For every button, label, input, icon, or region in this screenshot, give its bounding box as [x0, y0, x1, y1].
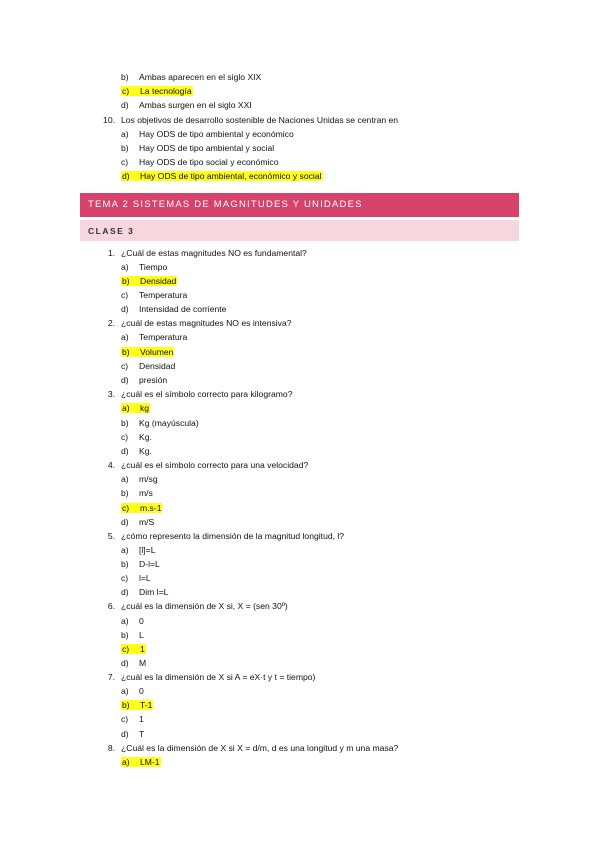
option-label: d): [121, 100, 129, 110]
option-label: b): [121, 488, 129, 498]
option-label: c): [121, 714, 129, 724]
option-label: d): [121, 658, 129, 668]
option-line: [121, 347, 174, 358]
option-text: M: [139, 658, 147, 668]
question-number: 10.: [103, 115, 115, 125]
option-text: m/S: [139, 517, 155, 527]
option-label: d): [122, 171, 130, 181]
option-label: a): [121, 686, 129, 696]
option-label: b): [121, 630, 129, 640]
option-text: presión: [139, 375, 168, 385]
question-text: ¿cuál es el símbolo correcto para una velocidad?: [121, 460, 309, 470]
option-line: [121, 729, 144, 740]
option-line: [121, 474, 158, 485]
question-number: 8.: [107, 743, 115, 753]
option-label: b): [121, 143, 129, 153]
question-text: ¿cómo represento la dimensión de la magnitud longitud, l?: [121, 531, 345, 541]
option-line: [121, 143, 274, 154]
option-text: Tiempo: [139, 262, 168, 272]
option-text: m/s: [139, 488, 153, 498]
question-number: 3.: [107, 389, 115, 399]
option-line: [121, 418, 199, 429]
option-line: [121, 171, 323, 182]
option-label: a): [121, 262, 129, 272]
option-line: [121, 290, 187, 301]
question-number: 5.: [107, 531, 115, 541]
option-label: c): [121, 432, 129, 442]
option-label: c): [122, 503, 130, 513]
option-label: c): [122, 644, 130, 654]
option-line: [121, 72, 261, 83]
question-line: [97, 743, 398, 754]
option-label: b): [121, 559, 129, 569]
option-line: [121, 304, 226, 315]
question-text: ¿cuál es la dimensión de X si A = eX·t y t = tiempo): [121, 672, 316, 682]
option-line: [121, 100, 252, 111]
question-number: 1.: [107, 248, 115, 258]
option-line: [121, 403, 150, 414]
section-title: TEMA 2 SISTEMAS DE MAGNITUDES Y UNIDADES: [88, 199, 363, 210]
option-label: a): [121, 129, 129, 139]
question-number: 6.: [107, 601, 115, 611]
question-text: ¿Cuál de estas magnitudes NO es fundamental?: [121, 248, 307, 258]
option-label: a): [122, 757, 130, 767]
section-banner: [80, 193, 519, 217]
option-text: Kg.: [139, 446, 152, 456]
question-line: [97, 601, 288, 612]
option-label: d): [121, 446, 129, 456]
option-text: Intensidad de corriente: [139, 304, 227, 314]
option-label: c): [121, 361, 129, 371]
option-text: L: [139, 630, 144, 640]
option-line: [121, 559, 160, 570]
option-text: Ambas surgen en el siglo XXI: [139, 100, 252, 110]
option-text: Hay ODS de tipo ambiental y económico: [139, 129, 294, 139]
option-line: [121, 432, 152, 443]
option-label: c): [121, 290, 129, 300]
option-text: Volumen: [140, 347, 174, 357]
option-text: Hay ODS de tipo ambiental, económico y social: [140, 171, 322, 181]
option-line: [121, 375, 167, 386]
option-label: d): [121, 517, 129, 527]
option-text: Densidad: [139, 361, 176, 371]
option-text: Kg.: [139, 432, 152, 442]
option-line: [121, 488, 153, 499]
option-text: Kg (mayúscula): [139, 418, 199, 428]
option-text: T-1: [140, 700, 153, 710]
option-label: b): [122, 276, 130, 286]
option-label: b): [121, 418, 129, 428]
option-text: LM-1: [140, 757, 160, 767]
option-text: Densidad: [140, 276, 177, 286]
option-label: d): [121, 304, 129, 314]
option-line: [121, 630, 144, 641]
option-text: m.s-1: [140, 503, 162, 513]
question-text: ¿cuál es la dimensión de X si, X = (sen 30º): [121, 601, 288, 611]
option-text: Ambas aparecen en el siglo XIX: [139, 72, 262, 82]
option-text: 0: [139, 616, 144, 626]
option-line: [121, 757, 161, 768]
question-text: ¿cuál es el símbolo correcto para kilogramo?: [121, 389, 293, 399]
option-line: [121, 545, 155, 556]
option-line: [121, 686, 144, 697]
option-label: b): [122, 700, 130, 710]
question-text: ¿Cuál es la dimensión de X si X = d/m, d es una longitud y m una masa?: [121, 743, 399, 753]
subsection-title: CLASE 3: [88, 226, 135, 236]
option-line: [121, 587, 168, 598]
option-label: c): [121, 157, 129, 167]
option-line: [121, 276, 177, 287]
question-line: [97, 248, 307, 259]
option-line: [121, 658, 146, 669]
option-line: [121, 714, 144, 725]
option-label: a): [121, 332, 129, 342]
option-line: [121, 157, 278, 168]
question-line: [97, 531, 344, 542]
option-label: a): [121, 616, 129, 626]
question-line: [97, 115, 398, 126]
option-label: c): [121, 573, 129, 583]
subsection-banner: [80, 220, 519, 241]
option-line: [121, 644, 146, 655]
option-text: T: [139, 729, 145, 739]
option-text: La tecnología: [140, 86, 192, 96]
option-text: Hay ODS de tipo social y económico: [139, 157, 279, 167]
question-line: [97, 389, 292, 400]
option-line: [121, 332, 187, 343]
question-line: [97, 672, 315, 683]
option-line: [121, 517, 154, 528]
question-number: 7.: [107, 672, 115, 682]
option-line: [121, 573, 151, 584]
option-label: a): [121, 474, 129, 484]
option-text: Dim l=L: [139, 587, 169, 597]
option-label: a): [122, 403, 130, 413]
question-line: [97, 460, 308, 471]
question-number: 2.: [107, 318, 115, 328]
option-label: d): [121, 729, 129, 739]
option-label: a): [121, 545, 129, 555]
option-line: [121, 86, 193, 97]
option-label: d): [121, 375, 129, 385]
option-line: [121, 616, 144, 627]
option-line: [121, 503, 162, 514]
option-label: b): [121, 72, 129, 82]
option-text: kg: [140, 403, 150, 413]
option-line: [121, 262, 167, 273]
option-label: c): [122, 86, 130, 96]
option-text: 0: [139, 686, 144, 696]
option-line: [121, 129, 294, 140]
option-text: D-l=L: [139, 559, 160, 569]
option-line: [121, 446, 152, 457]
question-text: ¿cuál de estas magnitudes NO es intensiva?: [121, 318, 292, 328]
question-number: 4.: [107, 460, 115, 470]
question-line: [97, 318, 292, 329]
option-label: d): [121, 587, 129, 597]
question-text: Los objetivos de desarrollo sostenible de Naciones Unidas se centran en: [121, 115, 399, 125]
option-text: 1: [140, 644, 145, 654]
option-label: b): [122, 347, 130, 357]
option-text: Temperatura: [139, 290, 188, 300]
option-text: 1: [139, 714, 144, 724]
option-line: [121, 361, 175, 372]
option-line: [121, 700, 153, 711]
option-text: [l]=L: [139, 545, 156, 555]
option-text: l=L: [139, 573, 151, 583]
option-text: Hay ODS de tipo ambiental y social: [139, 143, 275, 153]
option-text: Temperatura: [139, 332, 188, 342]
option-text: m/sg: [139, 474, 158, 484]
